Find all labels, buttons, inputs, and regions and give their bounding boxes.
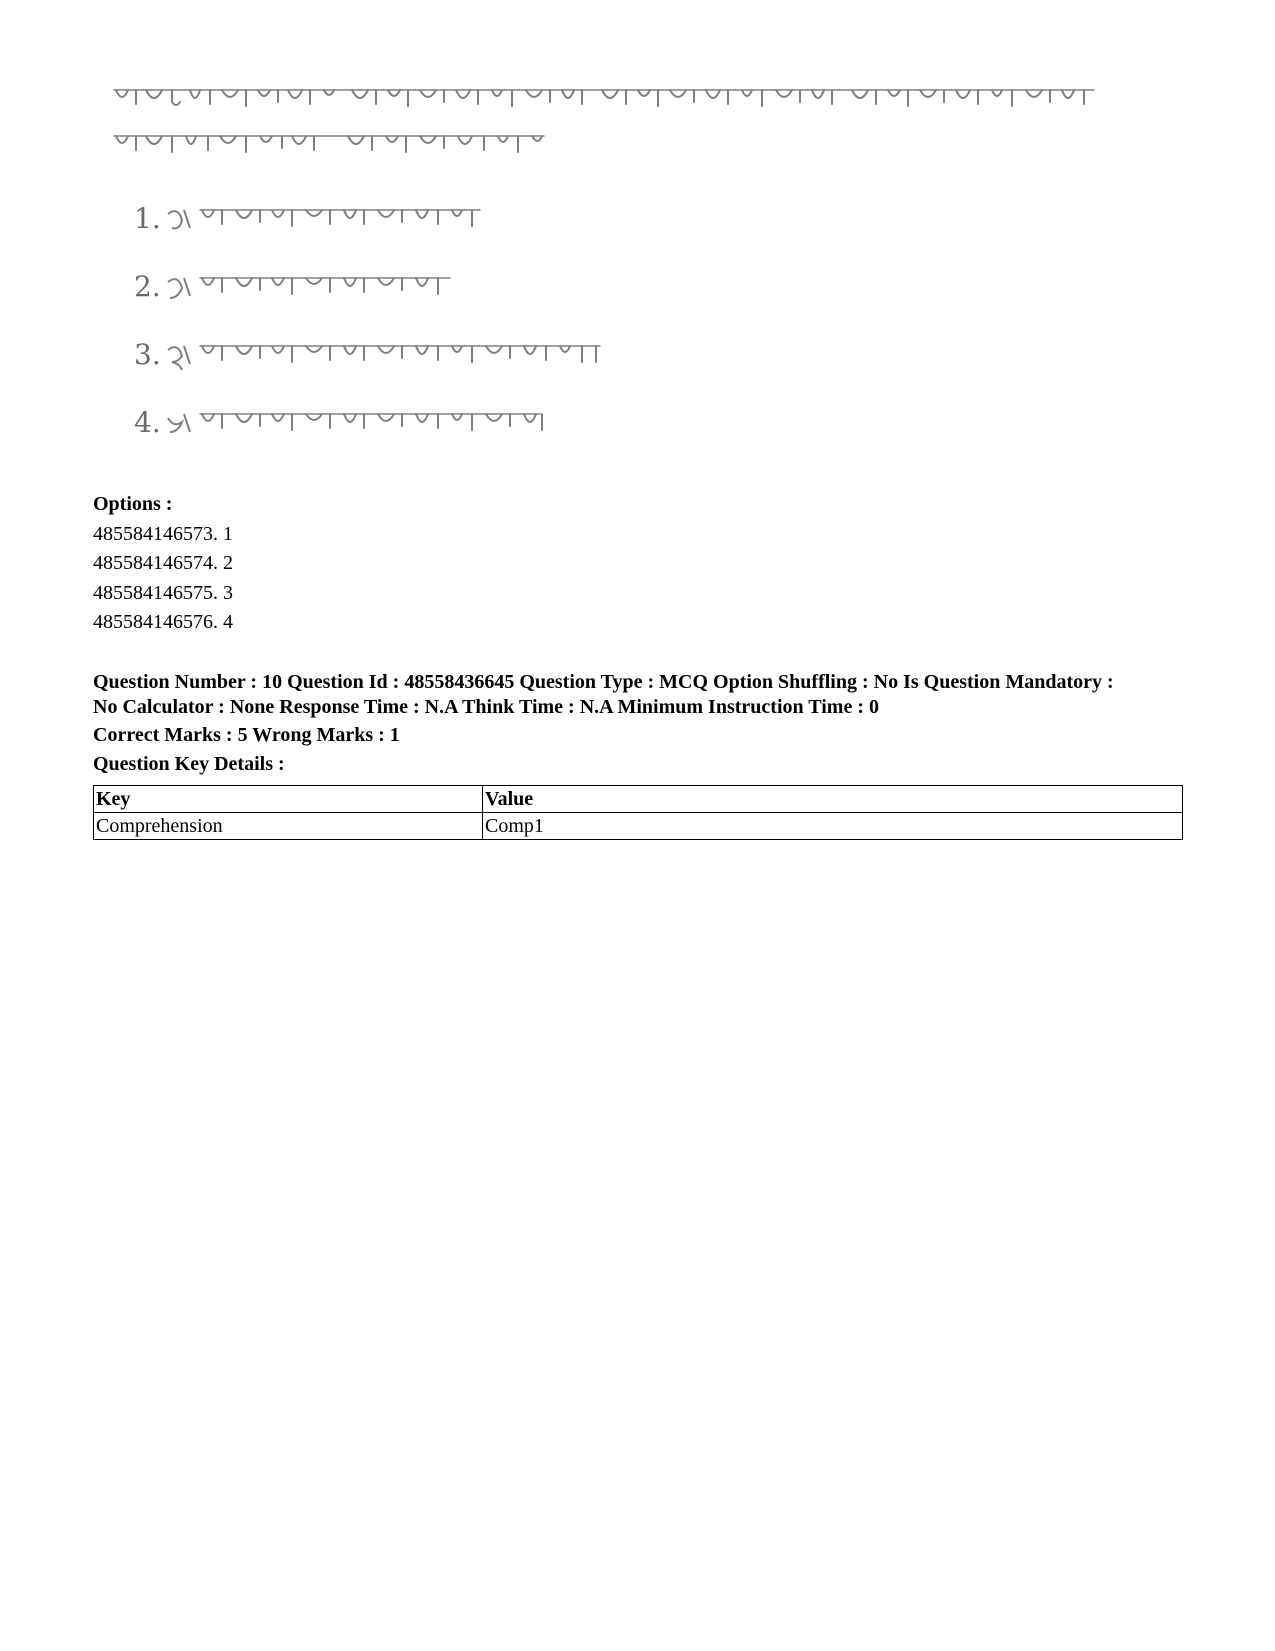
option-item: 485584146573. 1 bbox=[93, 522, 233, 545]
question-meta-line1: Question Number : 10 Question Id : 48558436645 Question Type : MCQ Option Shuffling : No Is Question Mandatory : bbox=[93, 671, 1114, 693]
table-header-key: Key bbox=[94, 786, 483, 813]
option-id: 485584146575 bbox=[93, 581, 213, 604]
key-details-table bbox=[93, 785, 1183, 840]
options-section bbox=[93, 490, 693, 638]
option-label: 4 bbox=[223, 611, 233, 633]
options-heading: Options : bbox=[93, 493, 173, 515]
option-id: 485584146576 bbox=[93, 611, 213, 633]
option-id: 485584146574 bbox=[93, 552, 213, 574]
question-scan-image bbox=[112, 78, 1172, 478]
table-header-value: Value bbox=[483, 786, 1183, 813]
question-meta bbox=[93, 670, 1193, 776]
table-header-row bbox=[94, 786, 1183, 813]
option-label: 3 bbox=[223, 581, 233, 604]
question-meta-line2: No Calculator : None Response Time : N.A Think Time : N.A Minimum Instruction Time : 0 bbox=[93, 695, 879, 718]
option-item: 485584146575. 3 bbox=[93, 581, 233, 604]
option-label: 2 bbox=[223, 552, 233, 574]
table-cell-value: Comp1 bbox=[483, 813, 1183, 840]
marks-line: Correct Marks : 5 Wrong Marks : 1 bbox=[93, 724, 400, 746]
option-number-3: 3. bbox=[134, 338, 161, 371]
option-item: 485584146576. 4 bbox=[93, 611, 233, 633]
option-id: 485584146573 bbox=[93, 522, 213, 545]
option-item: 485584146574. 2 bbox=[93, 552, 233, 574]
table-row bbox=[94, 813, 1183, 840]
option-number-4: 4. bbox=[134, 406, 161, 439]
option-number-1: 1. bbox=[134, 202, 161, 235]
option-number-2: 2. bbox=[134, 270, 161, 303]
table-cell-key: Comprehension bbox=[94, 813, 483, 840]
key-details-heading: Question Key Details : bbox=[93, 752, 285, 775]
option-label: 1 bbox=[223, 522, 233, 545]
